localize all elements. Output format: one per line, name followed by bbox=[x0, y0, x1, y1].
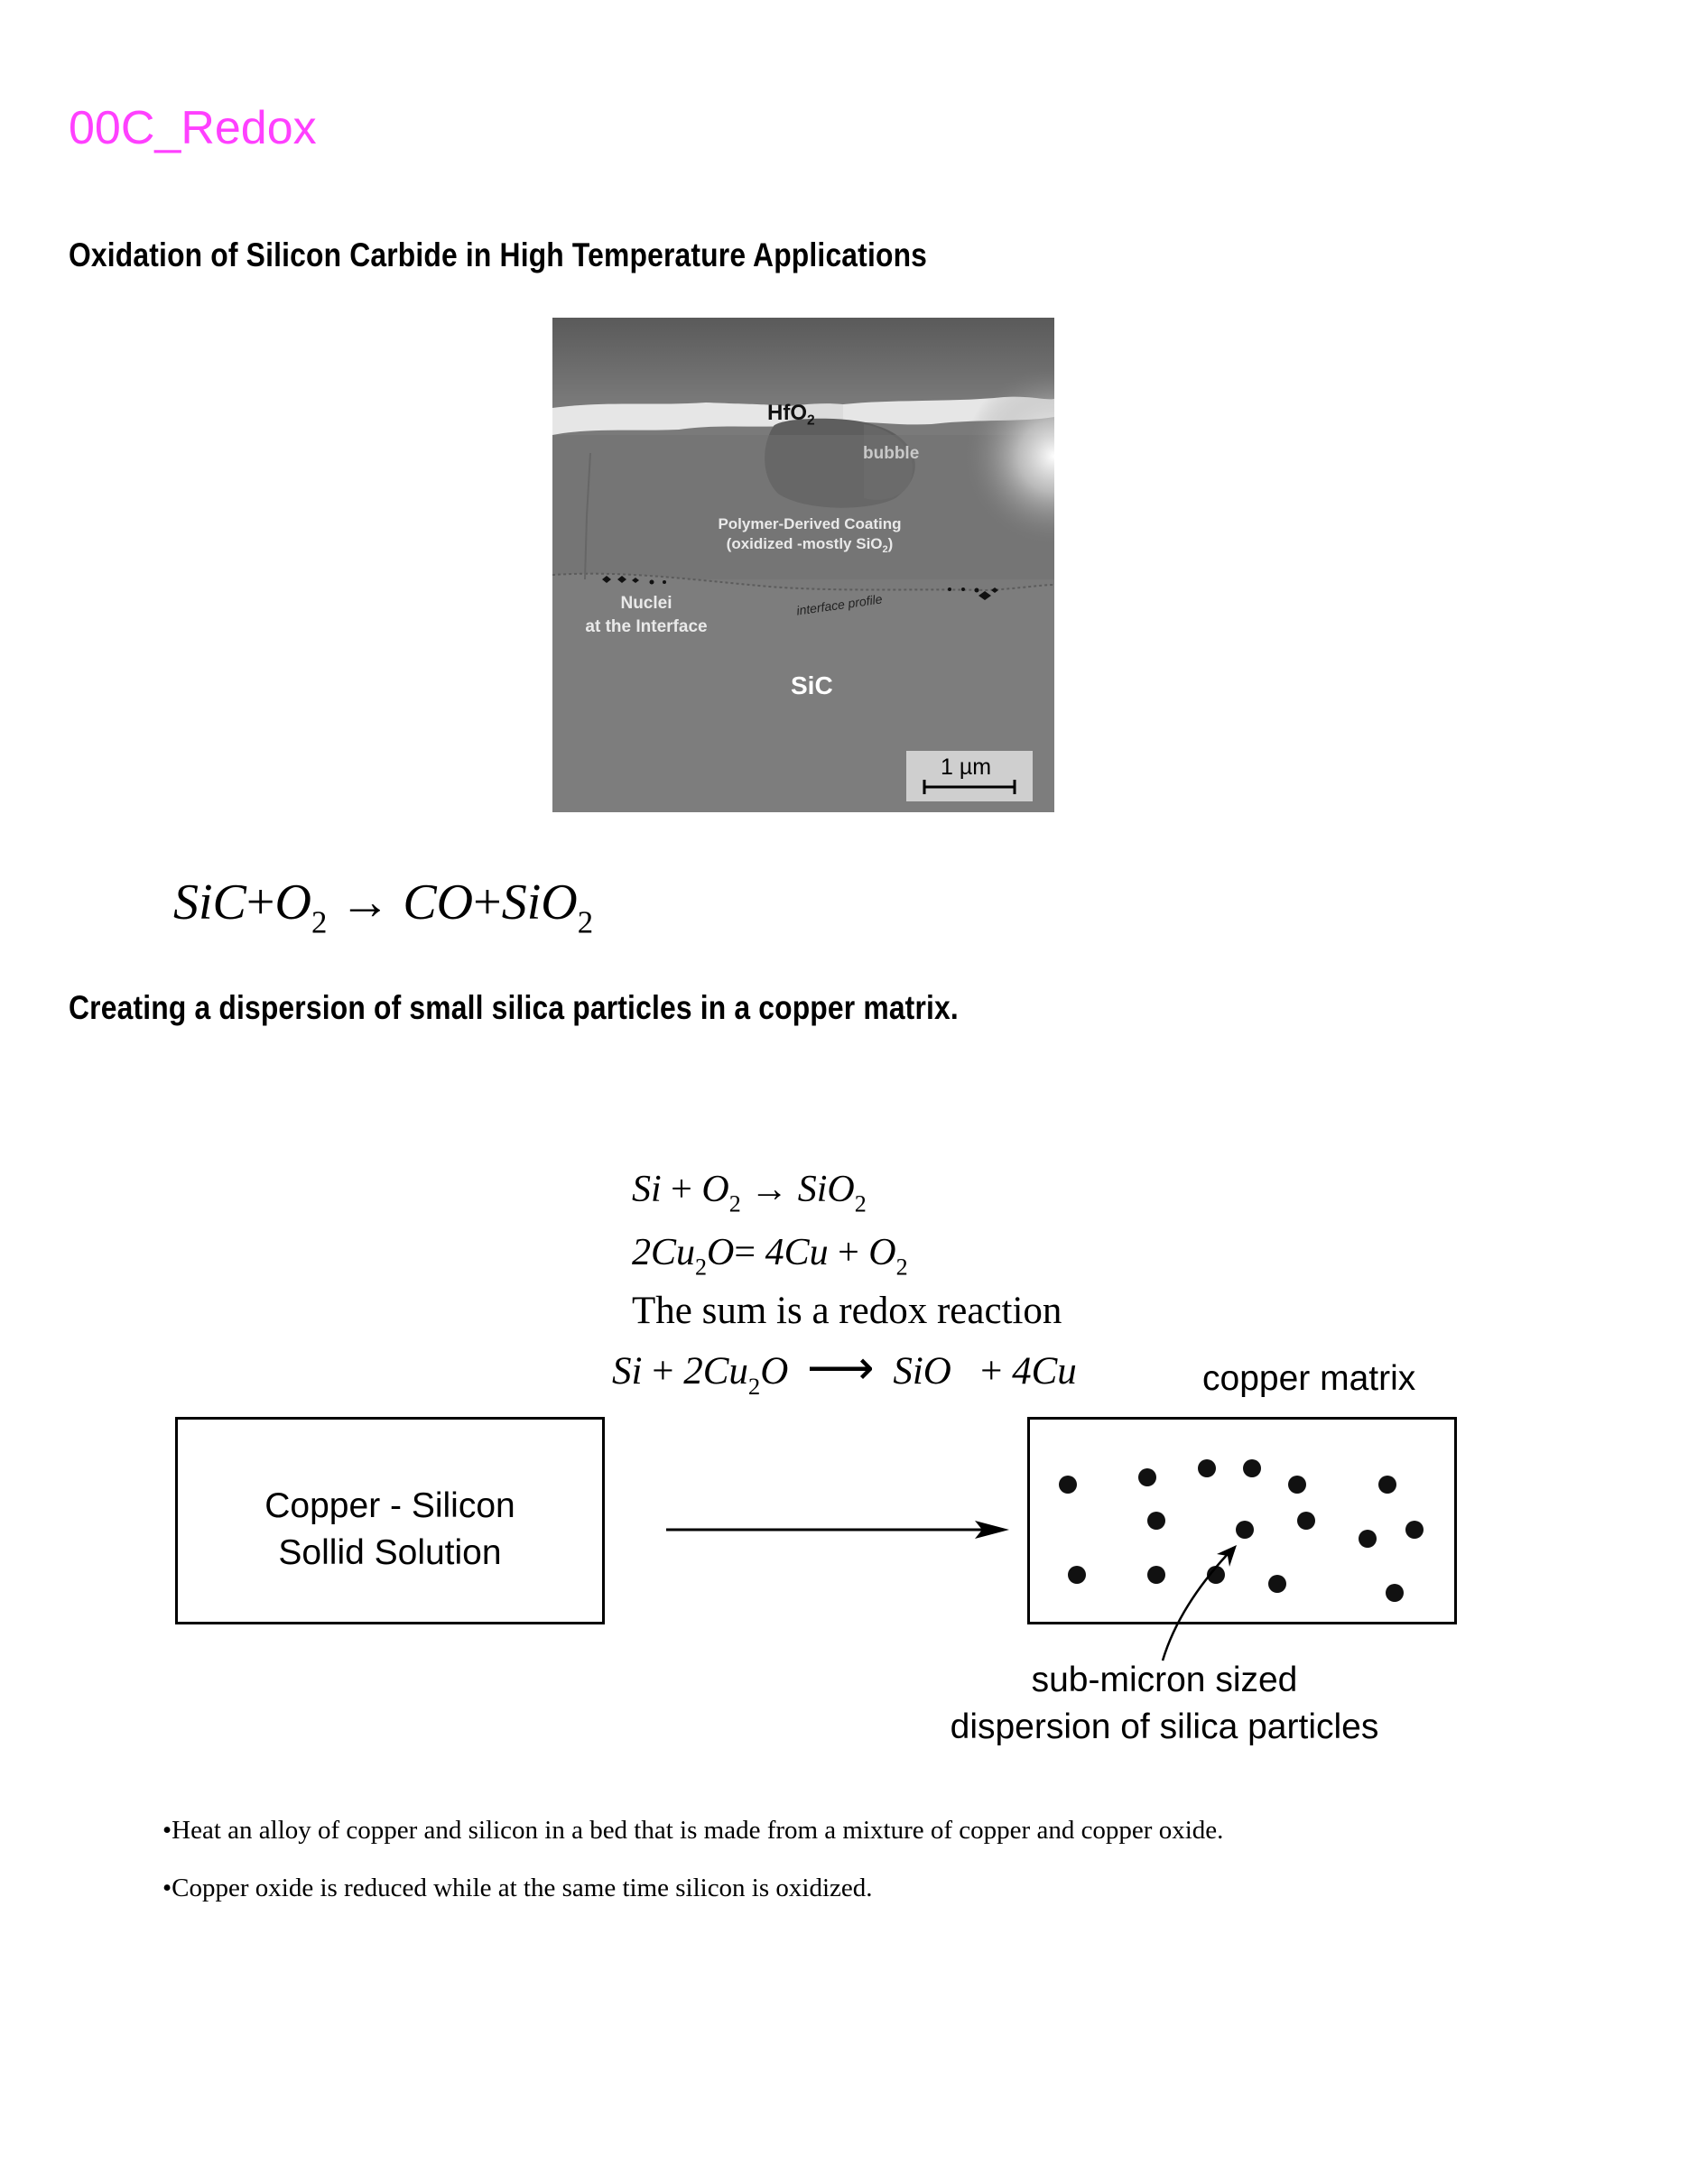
interface-profile-label: interface profile bbox=[795, 591, 884, 618]
sem-micrograph bbox=[552, 318, 1054, 812]
silica-particle bbox=[1198, 1459, 1216, 1477]
section-heading-sic-oxidation: Oxidation of Silicon Carbide in High Temperature Applications bbox=[69, 236, 928, 273]
silica-particle bbox=[1068, 1566, 1086, 1584]
scale-bar-label: 1 µm bbox=[941, 754, 992, 780]
sic-label: SiC bbox=[791, 671, 833, 699]
sic-oxidation-equation: $SiC+O_2 \to CO+SiO_2$ bbox=[173, 875, 594, 940]
silica-particle bbox=[1288, 1476, 1306, 1494]
bullet-item: •Heat an alloy of copper and silicon in a bed that is made from a mixture of copper and copper oxide. bbox=[162, 1816, 1224, 1845]
section-heading-silica-dispersion: Creating a dispersion of small silica particles in a copper matrix. bbox=[69, 989, 959, 1026]
silica-particle bbox=[1378, 1476, 1396, 1494]
process-arrow bbox=[659, 1516, 1020, 1543]
silica-particle bbox=[1297, 1512, 1315, 1530]
copper-matrix-label: copper matrix bbox=[1202, 1359, 1416, 1398]
silica-particle bbox=[1405, 1521, 1424, 1539]
pointer-arrow bbox=[1146, 1534, 1255, 1670]
silica-particle bbox=[1147, 1512, 1165, 1530]
silicon-oxidation-equation: $Si + O_2 \to SiO_2$ bbox=[632, 1169, 867, 1217]
copper-oxide-reduction-equation: $2Cu_2O= 4Cu + O_2$ bbox=[632, 1232, 908, 1281]
copper-silicon-box bbox=[175, 1417, 605, 1624]
silica-particle bbox=[1359, 1530, 1377, 1548]
page-title: 00C_Redox bbox=[69, 102, 317, 154]
silica-particle-label: sub-micron sized dispersion of silica particles bbox=[950, 1661, 1379, 1746]
nuclei-label: Nuclei at the Interface bbox=[585, 594, 708, 636]
sum-redox-text: The sum is a redox reaction bbox=[632, 1290, 1062, 1332]
silica-particle bbox=[1138, 1468, 1156, 1486]
bullet-item: •Copper oxide is reduced while at the same time silicon is oxidized. bbox=[162, 1874, 873, 1902]
silica-particle bbox=[1268, 1575, 1286, 1593]
silica-particle bbox=[1243, 1459, 1261, 1477]
coating-label: Polymer-Derived Coating (oxidized -mostly SiO$_2$) bbox=[718, 515, 902, 555]
hfo2-label: HfO$_2$ bbox=[767, 401, 815, 429]
micrograph-image bbox=[552, 318, 1054, 812]
net-redox-equation: $Si + 2Cu_2O$ ⟶ SiO + 4Cu bbox=[612, 1343, 1077, 1400]
copper-silicon-box-text: Copper - Silicon Sollid Solution bbox=[264, 1486, 515, 1572]
bubble-label: bubble bbox=[863, 444, 920, 463]
silica-particle bbox=[1059, 1476, 1077, 1494]
silica-particle bbox=[1386, 1584, 1404, 1602]
